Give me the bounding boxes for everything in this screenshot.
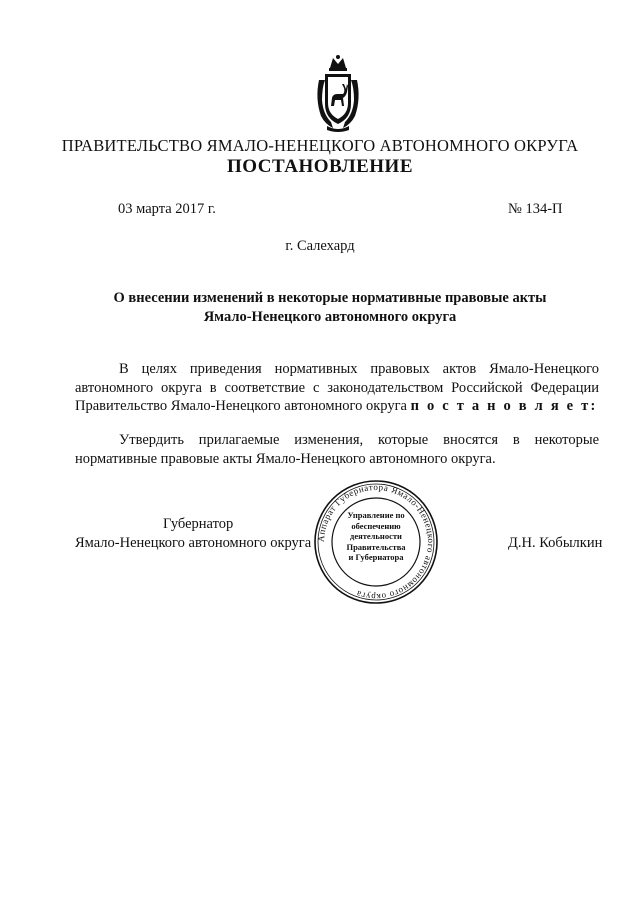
signatory-position: Губернатор [163, 516, 234, 532]
paragraph-2: Утвердить прилагаемые изменения, которые вносятся в некоторые нормативные правовые акты Ямало-Ненецкого автономного округа. [75, 432, 599, 467]
decree-word: п о с т а н о в л я е т: [410, 398, 598, 414]
title-line-2: Ямало-Ненецкого автономного округа [203, 309, 457, 325]
stamp-line-5: и Губернатора [348, 552, 404, 562]
stamp-line-1: Управление по [347, 510, 405, 520]
document-date: 03 марта 2017 г. [118, 201, 216, 217]
signatory-region: Ямало-Ненецкого автономного округа [75, 535, 312, 551]
paragraph-1 [75, 360, 599, 416]
title-line-1: О внесении изменений в некоторые нормативные правовые акты [113, 290, 547, 306]
stamp-line-3: деятельности [350, 531, 402, 541]
stamp-ring-text: Аппарат Губернатора Ямало-Ненецкого автономного округа [315, 481, 437, 603]
paragraph-1-text: В целях приведения нормативных правовых актов Ямало-Ненецкого автономного округа в соответствие с законодательством Российской Федерации Правительство Ямало-Ненецкого автономного округа [75, 361, 599, 414]
stamp-line-2: обеспечению [351, 520, 401, 531]
document-number: № 134-П [508, 201, 563, 217]
organization-name: ПРАВИТЕЛЬСТВО ЯМАЛО-НЕНЕЦКОГО АВТОНОМНОГО ОКРУГА [61, 136, 579, 155]
document-city: г. Салехард [285, 238, 355, 254]
signatory-name: Д.Н. Кобылкин [508, 535, 603, 551]
stamp-line-4: Правительства [346, 541, 406, 552]
stamp-center-text [336, 510, 416, 563]
document-title [60, 289, 600, 327]
coat-of-arms-icon [313, 54, 363, 134]
document-type: ПОСТАНОВЛЕНИЕ [226, 156, 414, 177]
